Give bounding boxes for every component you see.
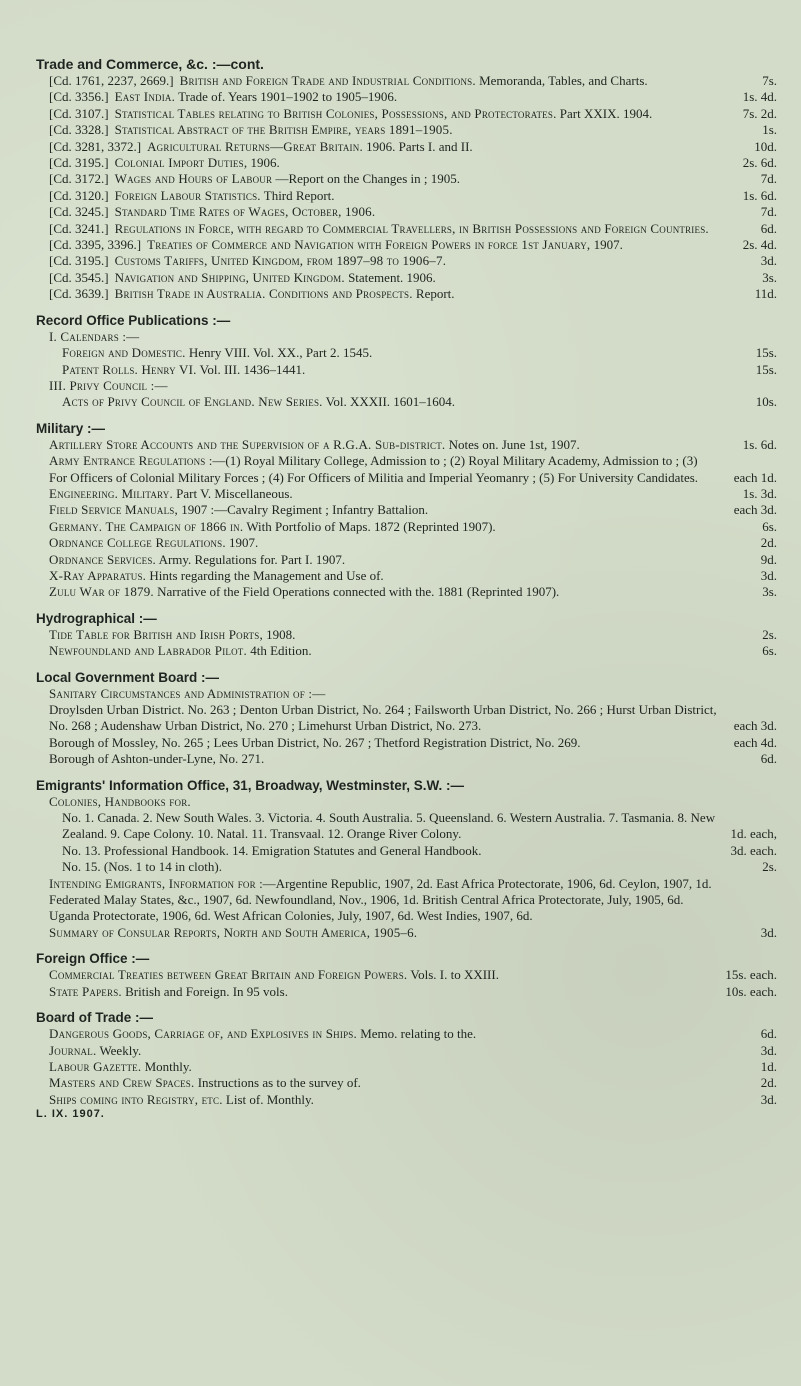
catalogue-entry	[36, 967, 777, 983]
entry-title: Dangerous Goods, Carriage of, and Explosives in Ships.	[49, 1026, 357, 1042]
catalogue-entry: [Cd. 3172.] Wages and Hours of Labour —Report on the Changes in ; 1905. 7d.	[49, 171, 777, 187]
entry-title: Customs Tariffs, United Kingdom, from 1897–98 to 1906–7.	[114, 253, 447, 269]
entry-ref: [Cd. 3241.]	[49, 220, 109, 236]
entry-ref: [Cd. 3281, 3372.]	[49, 138, 142, 154]
entry-price: 3d. each.	[730, 842, 777, 858]
entry-price: 1s. 6d.	[742, 436, 777, 452]
trade-heading: Trade and Commerce, &c. :—cont.	[36, 56, 264, 72]
local-section	[36, 669, 777, 768]
catalogue-entry: [Cd. 3281, 3372.] Agricultural Returns—Great Britain. 1906. Parts I. and II. 10d.	[49, 138, 777, 154]
entry-detail: 1907 :—Cavalry Regiment ; Infantry Battalion.	[181, 502, 429, 518]
entry-text: No. 15. (Nos. 1 to 14 in cloth).	[62, 859, 222, 875]
entry-title: British Trade in Australia. Conditions and Prospects.	[114, 286, 413, 302]
entry-ref: [Cd. 3195.]	[49, 155, 109, 171]
foreign-list	[36, 967, 777, 1000]
entry-price: 3d.	[760, 1042, 777, 1058]
catalogue-entry	[36, 584, 777, 600]
entry-detail: Monthly.	[144, 1058, 192, 1074]
entry-title: Army Entrance Regulations	[49, 453, 206, 469]
entry-detail: 1906.	[250, 155, 280, 171]
local-sub-label: Sanitary Circumstances and Administration of :—	[49, 685, 326, 701]
record-section	[36, 312, 777, 411]
intending-rest: :—Argentine Republic, 1907, 2d. East Africa Protectorate, 1906, 6d. Ceylon, 1907, 1d. Federated Malay States, &c., 1907, 6d. Newfoundland, Nov., 1906, 1d. British Central Africa Protectorate, July, 1905, 6d. Uganda Protectorate, 1906, 6d. West African Colonies, July, 1907, 6d. West Indies, 1907, 6d.	[49, 875, 712, 924]
board-section	[36, 1009, 777, 1120]
catalogue-entry: [Cd. 3195.] Customs Tariffs, United Kingdom, from 1897–98 to 1906–7. 3d.	[49, 253, 777, 269]
entry-detail: —Report on the Changes in ; 1905.	[275, 171, 460, 187]
catalogue-entry: [Cd. 3245.] Standard Time Rates of Wages, October, 1906. 7d.	[49, 204, 777, 220]
catalogue-entry	[36, 843, 777, 859]
entry-ref: [Cd. 3545.]	[49, 269, 109, 285]
entry-detail: Hints regarding the Management and Use of.	[149, 567, 384, 583]
catalogue-entry	[36, 984, 777, 1000]
entry-price: each 3d.	[733, 502, 777, 518]
entry-detail: Instructions as to the survey of.	[197, 1075, 361, 1091]
foreign-section	[36, 950, 777, 1000]
entry-text: Borough of Mossley, No. 265 ; Lees Urban District, No. 267 ; Thetford Registration District, No. 269.	[49, 734, 581, 750]
catalogue-entry	[36, 519, 777, 535]
entry-detail: List of. Monthly.	[225, 1091, 314, 1107]
catalogue-entry: [Cd. 1761, 2237, 2669.] British and Foreign Trade and Industrial Conditions. Memoranda, Tables, and Charts. 7s.	[49, 73, 777, 88]
entry-detail: Memo. relating to the.	[360, 1026, 477, 1042]
catalogue-entry: [Cd. 3120.] Foreign Labour Statistics. Third Report. 1s. 6d.	[49, 187, 777, 203]
entry-detail: :—(1) Royal Military College, Admission to ; (2) Royal Military Academy, Admission to ; (3) For Officers of Colonial Military Forces ; (4) For Officers of Militia and Imperial Yeomanry ; (5) For University Candidates.	[49, 453, 699, 485]
military-section	[36, 420, 777, 601]
summary-title: Summary of Consular Reports, North and South America, 1905–6.	[49, 924, 418, 940]
entry-title: Ordnance Services.	[49, 551, 157, 567]
entry-detail: Weekly.	[99, 1042, 142, 1058]
entry-price: 1d.	[760, 1058, 777, 1074]
privy-list	[36, 394, 777, 410]
military-heading: Military :—	[36, 420, 106, 436]
entry-title: Colonial Import Duties,	[114, 155, 248, 171]
entry-detail: Part XXIX. 1904.	[559, 105, 653, 121]
entry-detail: Narrative of the Field Operations connected with the. 1881 (Reprinted 1907).	[157, 584, 560, 600]
entry-price: each 1d.	[733, 469, 777, 485]
entry-price: 15s.	[755, 345, 777, 361]
calendars-label: I. Calendars :—	[49, 328, 140, 344]
entry-title: Treaties of Commerce and Navigation with Foreign Powers in force 1st January,	[147, 237, 591, 253]
local-heading: Local Government Board :—	[36, 669, 220, 685]
entry-price: 2d.	[760, 535, 777, 551]
entry-title: Patent Rolls. Henry VI.	[62, 361, 197, 377]
catalogue-entry	[36, 1075, 777, 1091]
entry-price: 10s.	[755, 394, 777, 410]
entry-detail: Report.	[415, 286, 455, 302]
entry-detail: Vol. XXXII. 1601–1604.	[325, 394, 456, 410]
footer-mark: L. IX. 1907.	[36, 1108, 105, 1121]
catalogue-entry	[36, 859, 777, 875]
entry-price: 3d.	[760, 1091, 777, 1107]
entry-detail: Vols. I. to XXIII.	[410, 967, 499, 983]
catalogue-entry: [Cd. 3356.] East India. Trade of. Years 1901–1902 to 1905–1906. 1s. 4d.	[49, 89, 777, 105]
entry-title: State Papers.	[49, 983, 122, 999]
entry-title: Standard Time Rates of Wages, October, 1906.	[114, 204, 376, 220]
entry-title: Wages and Hours of Labour	[114, 171, 273, 187]
entry-title: East India.	[114, 89, 176, 105]
entry-price: 2d.	[760, 1075, 777, 1091]
entry-detail: 1907.	[593, 237, 623, 253]
entry-price: 1d. each,	[730, 826, 777, 842]
entry-ref: [Cd. 3395, 3396.]	[49, 237, 142, 253]
entry-title: Foreign and Domestic.	[62, 345, 186, 361]
trade-section	[36, 56, 777, 303]
catalogue-entry	[36, 1059, 777, 1075]
entry-detail: Statement. 1906.	[348, 269, 436, 285]
local-list	[36, 702, 777, 768]
entry-text: Borough of Ashton-under-Lyne, No. 271.	[49, 751, 265, 767]
summary-price: 3d.	[760, 924, 777, 940]
entry-ref: [Cd. 3172.]	[49, 171, 109, 187]
catalogue-entry	[36, 627, 777, 643]
entry-ref: [Cd. 3328.]	[49, 122, 109, 138]
entry-price: 10s. each.	[725, 983, 777, 999]
catalogue-entry	[36, 702, 777, 735]
entry-price: 3s.	[762, 584, 777, 600]
catalogue-entry	[36, 643, 777, 659]
entry-ref: [Cd. 3195.]	[49, 253, 109, 269]
entry-title: Artillery Store Accounts and the Supervision of a R.G.A. Sub-district.	[49, 436, 446, 452]
privy-label: III. Privy Council :—	[49, 377, 168, 393]
entry-price: 6d.	[760, 1026, 777, 1042]
entry-text: No. 13. Professional Handbook. 14. Emigration Statutes and General Handbook.	[62, 842, 482, 858]
entry-price: 9d.	[760, 551, 777, 567]
entry-title: Engineering. Military.	[49, 485, 173, 501]
entry-title: Field Service Manuals,	[49, 502, 178, 518]
entry-price: 6s.	[762, 643, 777, 659]
catalogue-entry	[36, 437, 777, 453]
entry-title: Germany. The Campaign of 1866 in.	[49, 518, 244, 534]
entry-detail: 1906. Parts I. and II.	[366, 138, 473, 154]
entry-text: Droylsden Urban District. No. 263 ; Denton Urban District, No. 264 ; Failsworth Urban District, No. 266 ; Hurst Urban District, No. 268 ; Audenshaw Urban District, No. 270 ; Limehurst Urban District, No. 273.	[49, 702, 717, 734]
calendars-list	[36, 345, 777, 378]
entry-detail: Trade of. Years 1901–1902 to 1905–1906.	[178, 89, 398, 105]
hydro-section	[36, 610, 777, 660]
catalogue-entry	[36, 535, 777, 551]
entry-detail: Part V. Miscellaneous.	[176, 485, 293, 501]
catalogue-entry: [Cd. 3395, 3396.] Treaties of Commerce and Navigation with Foreign Powers in force 1st January, 1907. 2s. 4d.	[49, 237, 777, 253]
entry-title: Acts of Privy Council of England. New Series.	[62, 394, 323, 410]
entry-title: Journal.	[49, 1042, 97, 1058]
catalogue-entry	[36, 502, 777, 518]
catalogue-entry: [Cd. 3328.] Statistical Abstract of the British Empire, years 1891–1905. 1s.	[49, 122, 777, 138]
catalogue-entry	[36, 486, 777, 502]
entry-price: each 4d.	[733, 734, 777, 750]
entry-detail: Third Report.	[263, 187, 335, 203]
entry-ref: [Cd. 3245.]	[49, 204, 109, 220]
catalogue-entry	[36, 1026, 777, 1042]
board-list	[36, 1026, 777, 1108]
entry-title: Navigation and Shipping, United Kingdom.	[114, 269, 345, 285]
entry-title: Ordnance College Regulations.	[49, 535, 226, 551]
entry-price: 2s.	[762, 626, 777, 642]
entry-detail: Memoranda, Tables, and Charts.	[479, 73, 648, 88]
entry-detail: 1907.	[229, 535, 259, 551]
entry-title: British and Foreign Trade and Industrial Conditions.	[179, 73, 476, 88]
catalogue-entry	[36, 751, 777, 767]
entry-ref: [Cd. 3639.]	[49, 286, 109, 302]
entry-title: Labour Gazette.	[49, 1058, 142, 1074]
emigrants-sub-label: Colonies, Handbooks for.	[49, 793, 191, 809]
entry-price: 1s. 3d.	[742, 485, 777, 501]
emigrants-section	[36, 777, 777, 942]
intending-title: Intending Emigrants, Information for	[49, 875, 256, 891]
entry-detail: Notes on. June 1st, 1907.	[448, 436, 580, 452]
catalogue-entry: [Cd. 3107.] Statistical Tables relating to British Colonies, Possessions, and Protectorates. Part XXIX. 1904. 7s. 2d.	[49, 105, 777, 121]
entry-detail: 1908.	[266, 626, 296, 642]
entry-title: Foreign Labour Statistics.	[114, 187, 261, 203]
foreign-heading: Foreign Office :—	[36, 951, 150, 967]
entry-title: Tide Table for British and Irish Ports,	[49, 626, 263, 642]
entry-price: 6s.	[762, 518, 777, 534]
catalogue-entry	[36, 345, 777, 361]
entry-ref: [Cd. 3107.]	[49, 105, 109, 121]
entry-title: Agricultural Returns—Great Britain.	[147, 138, 363, 154]
catalogue-entry	[36, 735, 777, 751]
entry-price: 15s.	[755, 361, 777, 377]
catalogue-entry	[36, 568, 777, 584]
catalogue-entry	[36, 1092, 777, 1108]
catalogue-entry	[36, 810, 777, 843]
entry-ref: [Cd. 3120.]	[49, 187, 109, 203]
entry-detail: 4th Edition.	[250, 643, 312, 659]
entry-detail: British and Foreign. In 95 vols.	[125, 983, 288, 999]
catalogue-entry: [Cd. 3545.] Navigation and Shipping, United Kingdom. Statement. 1906. 3s.	[49, 269, 777, 285]
entry-title: Newfoundland and Labrador Pilot.	[49, 643, 247, 659]
board-heading: Board of Trade :—	[36, 1010, 154, 1026]
entry-title: Ships coming into Registry, etc.	[49, 1091, 223, 1107]
entry-ref: [Cd. 1761, 2237, 2669.]	[49, 73, 174, 88]
catalogue-entry	[36, 453, 777, 486]
entry-text: No. 1. Canada. 2. New South Wales. 3. Victoria. 4. South Australia. 5. Queensland. 6. Western Australia. 7. Tasmania. 8. New Zealand. 9. Cape Colony. 10. Natal. 11. Transvaal. 12. Orange River Colony.	[62, 810, 716, 842]
consular-summary-entry	[36, 925, 777, 941]
entry-price: each 3d.	[733, 718, 777, 734]
hydro-heading: Hydrographical :—	[36, 610, 157, 626]
entry-detail: With Portfolio of Maps. 1872 (Reprinted 1907).	[246, 518, 496, 534]
entry-detail: Henry VIII. Vol. XX., Part 2. 1545.	[188, 345, 373, 361]
catalogue-entry: [Cd. 3195.] Colonial Import Duties, 1906. 2s. 6d.	[49, 155, 777, 171]
entry-title: Masters and Crew Spaces.	[49, 1075, 195, 1091]
catalogue-entry	[36, 394, 777, 410]
military-list	[36, 437, 777, 601]
entry-title: Commercial Treaties between Great Britain and Foreign Powers.	[49, 967, 408, 983]
intending-emigrants-entry	[36, 876, 777, 925]
entry-title: Statistical Abstract of the British Empire, years 1891–1905.	[114, 122, 453, 138]
entry-price: 3d.	[760, 567, 777, 583]
entry-price: 6d.	[760, 751, 777, 767]
entry-detail: Vol. III. 1436–1441.	[199, 361, 306, 377]
entry-title: Regulations in Force, with regard to Commercial Travellers, in British Possessions and Foreign Countries.	[114, 220, 709, 236]
entry-title: Statistical Tables relating to British Colonies, Possessions, and Protectorates.	[114, 105, 557, 121]
entry-price: 2s.	[762, 859, 777, 875]
catalogue-entry	[36, 552, 777, 568]
emigrants-list	[36, 810, 777, 876]
record-heading: Record Office Publications :—	[36, 312, 231, 328]
entry-title: Zulu War of 1879.	[49, 584, 154, 600]
entry-title: X-Ray Apparatus.	[49, 567, 147, 583]
emigrants-heading: Emigrants' Information Office, 31, Broadway, Westminster, S.W. :—	[36, 777, 465, 793]
entry-ref: [Cd. 3356.]	[49, 89, 109, 105]
hydro-list	[36, 627, 777, 660]
catalogue-entry: [Cd. 3241.] Regulations in Force, with regard to Commercial Travellers, in British Possessions and Foreign Countries. 6d.	[49, 220, 777, 236]
trade-list	[36, 73, 777, 303]
entry-detail: Army. Regulations for. Part I. 1907.	[158, 551, 346, 567]
catalogue-entry: [Cd. 3639.] British Trade in Australia. Conditions and Prospects. Report. 11d.	[49, 286, 777, 302]
entry-price: 15s. each.	[725, 967, 777, 983]
catalogue-entry	[36, 362, 777, 378]
catalogue-entry	[36, 1043, 777, 1059]
